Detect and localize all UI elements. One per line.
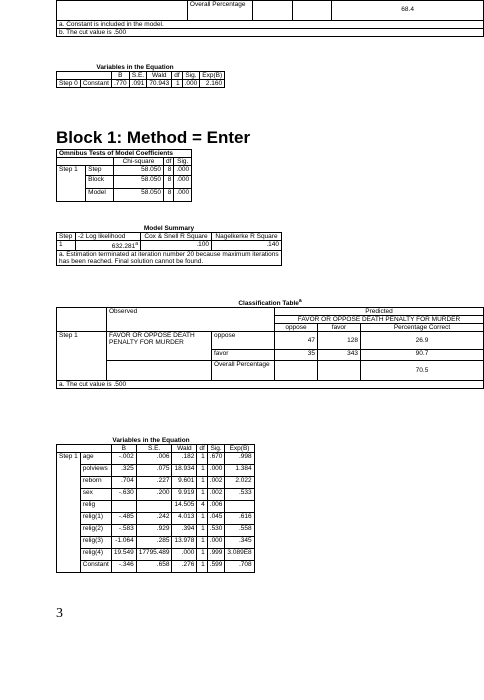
header-percentage-correct: Percentage Correct: [361, 324, 484, 332]
table-note: a. Estimation terminated at iteration number 20 because maximum iterations has been reached. Final solution cannot be found.: [57, 251, 282, 266]
value-b: [111, 501, 136, 513]
fragment-overall-label: Overall Percentage: [187, 1, 252, 21]
variables-in-equation-step1: [56, 437, 255, 573]
value-expb: .345: [225, 537, 254, 549]
value-expb: 1.384: [225, 465, 254, 477]
value-df: 1: [197, 549, 207, 561]
header-step: Step: [57, 233, 76, 241]
header-predicted: Predicted: [275, 308, 484, 316]
step-label: Step 1: [57, 166, 86, 202]
value-oppose-favor: 128: [318, 332, 361, 350]
classification-table: [56, 298, 484, 389]
value-wald: 18.934: [172, 465, 197, 477]
value-expb: .533: [225, 489, 254, 501]
header-empty-left: [57, 308, 107, 332]
fragment-note-b: b. The cut value is .500: [57, 29, 484, 37]
value-expb: .998: [225, 453, 254, 465]
model-summary-table: [56, 225, 282, 266]
header-cox-snell: Cox & Snell R Square: [141, 233, 212, 241]
value-sig: .599: [207, 561, 225, 573]
value-wald: .000: [172, 549, 197, 561]
value-sig: .000: [174, 189, 192, 202]
header-df: df: [172, 72, 182, 80]
value-se: .006: [136, 453, 172, 465]
header-favor: favor: [318, 324, 361, 332]
header-expb: Exp(B): [200, 72, 225, 80]
value-sig: .000: [207, 465, 225, 477]
value-df: 8: [164, 176, 174, 189]
value-log-likelihood: 632.281$^a$: [76, 241, 141, 251]
header-chi-square: Chi-square: [114, 158, 164, 166]
row-label: polviews: [80, 465, 111, 477]
value-se: .200: [136, 489, 172, 501]
value-wald: 9.601: [172, 477, 197, 489]
table-caption: Variables in the Equation: [96, 64, 174, 71]
value-favor-pct: 90.7: [361, 350, 484, 361]
header-df: df: [164, 158, 174, 166]
value-favor-oppose: 35: [275, 350, 318, 361]
value-se: .227: [136, 477, 172, 489]
value-df: 1: [197, 513, 207, 525]
value-wald: 70.943: [147, 80, 172, 88]
header-observed: Observed: [107, 308, 275, 332]
row-label: relig(4): [80, 549, 111, 561]
row-label: reborn: [80, 477, 111, 489]
header-wald: Wald: [147, 72, 172, 80]
value-wald: .276: [172, 561, 197, 573]
value-b: -.485: [111, 513, 136, 525]
header-b: B: [112, 72, 130, 80]
value-df: 1: [197, 453, 207, 465]
value-overall-pct: 70.5: [361, 361, 484, 381]
header-empty: [57, 72, 112, 80]
value-df: 1: [197, 465, 207, 477]
header-empty: [57, 158, 114, 166]
header-sig: Sig.: [207, 445, 225, 453]
step-label: Step 1: [57, 453, 81, 573]
row-label: Block: [86, 176, 114, 189]
value-sig: .999: [207, 549, 225, 561]
value-wald: .394: [172, 525, 197, 537]
block-heading: Block 1: Method = Enter: [56, 128, 251, 147]
value-oppose-pct: 26.9: [361, 332, 484, 350]
value-b: .704: [111, 477, 136, 489]
value-b: .770: [112, 80, 130, 88]
value-sig: .000: [182, 80, 200, 88]
value-wald: 9.919: [172, 489, 197, 501]
value-overall-favor: [318, 361, 361, 381]
value-sig: .530: [207, 525, 225, 537]
value-sig: .045: [207, 513, 225, 525]
value-se: .285: [136, 537, 172, 549]
row-label: age: [80, 453, 111, 465]
header-empty: [57, 445, 112, 453]
value-chi-square: 58.050: [114, 189, 164, 202]
value-se: .075: [136, 465, 172, 477]
row-label-overall: Overall Percentage: [212, 361, 275, 381]
row-label-oppose: oppose: [212, 332, 275, 350]
row-label: relig(2): [80, 525, 111, 537]
value-oppose-oppose: 47: [275, 332, 318, 350]
classification-table-fragment: [56, 0, 484, 37]
row-label: Constant: [80, 80, 111, 88]
value-b: -.346: [111, 561, 136, 573]
value-df: 1: [197, 477, 207, 489]
value-sig: .000: [174, 166, 192, 176]
fragment-empty-cell-3: [292, 1, 331, 21]
value-df: 4: [197, 501, 207, 513]
header-wald: Wald: [172, 445, 197, 453]
value-wald: 4.013: [172, 513, 197, 525]
step-label: Step 1: [57, 332, 107, 381]
value-b: 19.549: [111, 549, 136, 561]
value-expb: .616: [225, 513, 254, 525]
value-expb: 2.160: [200, 80, 225, 88]
table-note: a. The cut value is .500: [57, 381, 484, 389]
value-expb: [225, 501, 254, 513]
value-expb: 2.022: [225, 477, 254, 489]
value-se: .658: [136, 561, 172, 573]
value-df: 1: [197, 489, 207, 501]
table-caption: Model Summary: [143, 225, 195, 232]
header-se: S.E.: [129, 72, 147, 80]
header-expb: Exp(B): [225, 445, 254, 453]
row-label: Model: [86, 189, 114, 202]
value-df: 1: [197, 537, 207, 549]
value-favor-favor: 343: [318, 350, 361, 361]
variables-in-equation-step0: [56, 64, 225, 88]
row-label: sex: [80, 489, 111, 501]
step-label: Step 0: [57, 80, 81, 88]
header-df: df: [197, 445, 207, 453]
header-sig: Sig.: [182, 72, 200, 80]
value-chi-square: 58.050: [114, 176, 164, 189]
value-expb: 3.089E8: [225, 549, 254, 561]
row-label: relig(1): [80, 513, 111, 525]
value-overall-oppose: [275, 361, 318, 381]
header-se: S.E.: [136, 445, 172, 453]
value-b: -.002: [111, 453, 136, 465]
header-dependent-variable: FAVOR OR OPPOSE DEATH PENALTY FOR MURDER: [275, 316, 484, 324]
value-se: .091: [129, 80, 147, 88]
value-sig: .006: [207, 501, 225, 513]
value-se: [136, 501, 172, 513]
header-b: B: [111, 445, 136, 453]
value-df: 1: [172, 80, 182, 88]
value-expb: .708: [225, 561, 254, 573]
value-se: .242: [136, 513, 172, 525]
header-nagelkerke: Nagelkerke R Square: [212, 233, 282, 241]
value-step: 1: [57, 241, 76, 251]
value-sig: .002: [207, 489, 225, 501]
value-b: -.583: [111, 525, 136, 537]
value-df: 8: [164, 166, 174, 176]
value-wald: .182: [172, 453, 197, 465]
row-label: relig: [80, 501, 111, 513]
value-df: 1: [197, 561, 207, 573]
value-sig: .000: [207, 537, 225, 549]
value-se: .929: [136, 525, 172, 537]
omnibus-tests-table: [56, 149, 192, 202]
value-sig: .002: [207, 477, 225, 489]
value-wald: 14.505: [172, 501, 197, 513]
table-caption: Variables in the Equation: [112, 437, 190, 444]
table-caption: Omnibus Tests of Model Coefficients: [57, 150, 192, 158]
fragment-note-a: a. Constant is included in the model.: [57, 21, 484, 29]
value-b: -.630: [111, 489, 136, 501]
fragment-empty-cell-1: [57, 1, 188, 21]
table-caption: Classification Table$^a$: [238, 298, 302, 308]
value-df: 8: [164, 189, 174, 202]
fragment-overall-value: 68.4: [332, 1, 484, 21]
value-b: .325: [111, 465, 136, 477]
value-sig: .000: [174, 176, 192, 189]
value-se: 17795.489: [136, 549, 172, 561]
header-sig: Sig.: [174, 158, 192, 166]
value-nagelkerke: .140: [212, 241, 282, 251]
value-df: 1: [197, 525, 207, 537]
row-label: Step: [86, 166, 114, 176]
value-wald: 13.978: [172, 537, 197, 549]
value-expb: .558: [225, 525, 254, 537]
row-label: relig(3): [80, 537, 111, 549]
row-label-favor: favor: [212, 350, 275, 361]
row-variable-label: FAVOR OR OPPOSE DEATH PENALTY FOR MURDER: [107, 332, 212, 361]
row-overall-empty: [107, 361, 212, 381]
header-oppose: oppose: [275, 324, 318, 332]
fragment-empty-cell-2: [253, 1, 292, 21]
value-chi-square: 58.050: [114, 166, 164, 176]
value-sig: .670: [207, 453, 225, 465]
row-label: Constant: [80, 561, 111, 573]
header-log-likelihood: -2 Log likelihood: [76, 233, 141, 241]
page-number: 3: [56, 606, 63, 621]
value-cox-snell: .100: [141, 241, 212, 251]
value-b: -1.064: [111, 537, 136, 549]
